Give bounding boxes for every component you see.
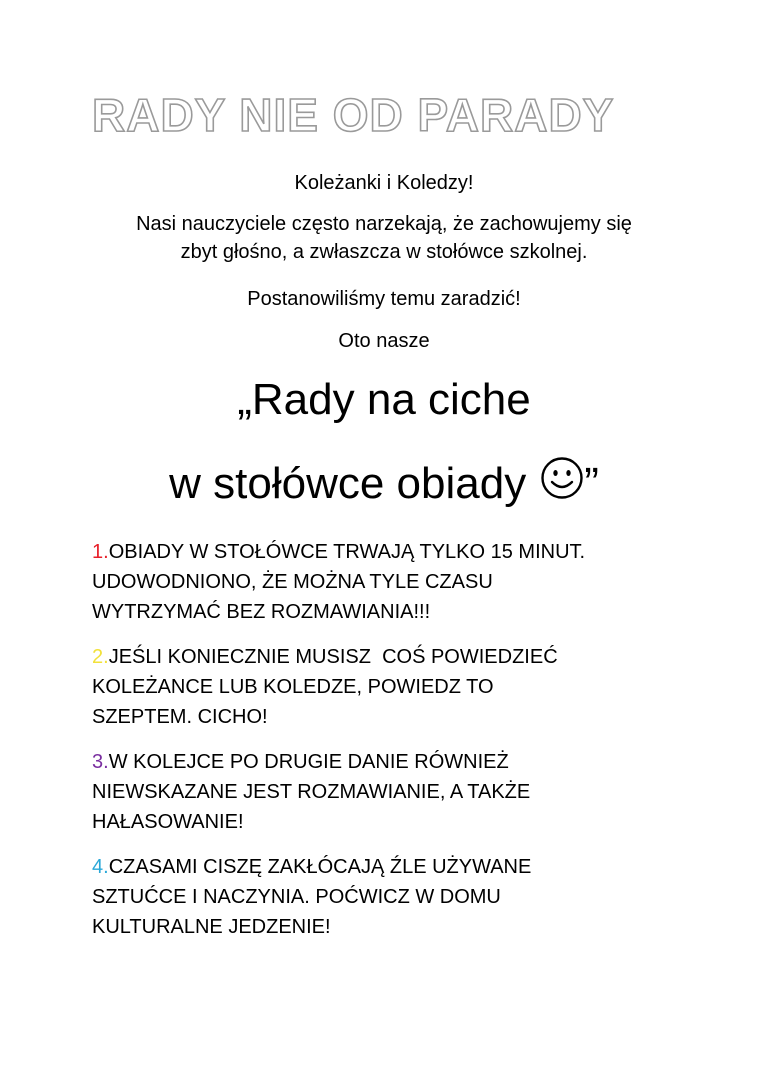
page-title: RADY NIE OD PARADY xyxy=(92,89,615,141)
motto-line-1: „Rady na ciche xyxy=(237,375,531,424)
rule-item-3 xyxy=(92,747,712,837)
rule-line: NIEWSKAZANE JEST ROZMAWIANIE, A TAKŻE xyxy=(92,781,531,803)
rule-line xyxy=(92,747,712,777)
rule-item-4 xyxy=(92,852,712,942)
intro-line: zbyt głośno, a zwłaszcza w stołówce szkolnej. xyxy=(180,241,588,263)
rule-line: SZEPTEM. CICHO! xyxy=(92,706,268,728)
rule-text: OBIADY W STOŁÓWCE TRWAJĄ TYLKO 15 MINUT. xyxy=(108,541,586,563)
rule-number: 4. xyxy=(92,856,109,878)
smiley-icon xyxy=(540,456,584,500)
decision-line: Postanowiliśmy temu zaradzić! xyxy=(247,288,521,310)
rule-number: 2. xyxy=(92,646,109,668)
intro-paragraph xyxy=(0,210,768,266)
rule-line: HAŁASOWANIE! xyxy=(92,811,244,833)
rule-item-2 xyxy=(92,642,712,732)
rule-line: SZTUĆCE I NACZYNIA. POĆWICZ W DOMU xyxy=(92,886,501,908)
rules-list xyxy=(92,537,712,957)
greeting: Koleżanki i Koledzy! xyxy=(294,172,474,194)
rule-item-1 xyxy=(92,537,712,627)
intro-line: Nasi nauczyciele często narzekają, że zachowujemy się xyxy=(136,213,632,235)
motto-line-2-text: w stołówce obiady xyxy=(169,459,527,508)
rule-line: UDOWODNIONO, ŻE MOŻNA TYLE CZASU xyxy=(92,571,493,593)
rule-line xyxy=(92,642,712,672)
motto-line-2 xyxy=(0,452,768,516)
rule-text: CZASAMI CISZĘ ZAKŁÓCAJĄ ŹLE UŻYWANE xyxy=(108,856,532,878)
motto-closing-quote: ” xyxy=(584,459,599,508)
rule-line xyxy=(92,537,712,567)
rule-line: KULTURALNE JEDZENIE! xyxy=(92,916,331,938)
rule-number: 3. xyxy=(92,751,109,773)
oto-line: Oto nasze xyxy=(338,330,430,352)
rule-text: W KOLEJCE PO DRUGIE DANIE RÓWNIEŻ xyxy=(108,751,509,773)
rule-text: JEŚLI KONIECZNIE MUSISZ COŚ POWIEDZIEĆ xyxy=(108,646,558,668)
rule-line xyxy=(92,852,712,882)
rule-number: 1. xyxy=(92,541,109,563)
rule-line: WYTRZYMAĆ BEZ ROZMAWIANIA!!! xyxy=(92,601,431,623)
rule-line: KOLEŻANCE LUB KOLEDZE, POWIEDZ TO xyxy=(92,676,494,698)
